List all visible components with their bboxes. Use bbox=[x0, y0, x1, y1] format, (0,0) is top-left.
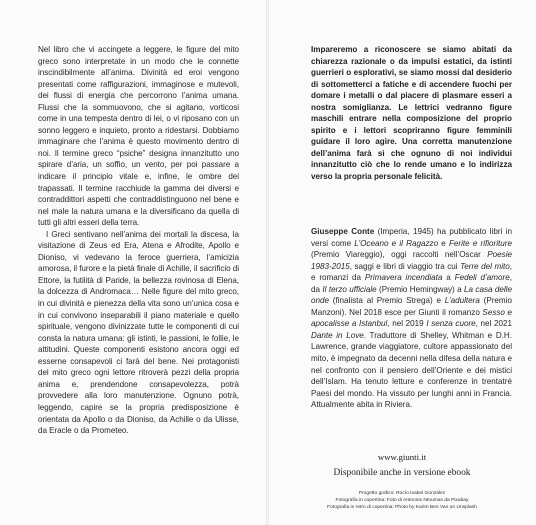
book-title: Dante in Love bbox=[311, 330, 364, 340]
book-title: Fedeli d’amore bbox=[454, 273, 510, 283]
bio-text: , nel 2021 bbox=[475, 319, 512, 329]
bio-text: (Imperia, 1945) ha pubblicato libri in versi come bbox=[311, 227, 513, 248]
bio-text: (Premio Manzoni). Nel 2018 esce per Giunti il romanzo bbox=[311, 296, 512, 317]
left-body-text bbox=[38, 44, 239, 437]
author-name: Giuseppe Conte bbox=[311, 227, 375, 236]
bio-text: a bbox=[442, 273, 455, 283]
book-title: Primavera incendiata bbox=[364, 273, 443, 283]
publisher-website: www.giunti.it bbox=[377, 452, 427, 462]
bio-text: , e romanzi da bbox=[311, 261, 512, 283]
book-title: L’Oceano e il Ragazzo bbox=[354, 238, 439, 248]
book-title: Terre del mito bbox=[460, 261, 510, 271]
book-title: Poesie 1983-2015 bbox=[311, 250, 512, 271]
author-bio bbox=[311, 226, 512, 411]
bio-text: (finalista al Premio Strega) e bbox=[329, 296, 445, 306]
book-title: Ferite e rifioriture bbox=[448, 238, 512, 248]
bio-text: e bbox=[438, 238, 449, 248]
image-credits bbox=[268, 490, 536, 511]
book-title: Il terzo ufficiale bbox=[322, 284, 377, 294]
book-gutter bbox=[266, 0, 269, 525]
ebook-notice: Disponibile anche in versione ebook bbox=[333, 468, 471, 478]
right-highlight-text bbox=[311, 44, 512, 183]
bio-text: (Premio Hemingway) a bbox=[376, 284, 465, 294]
bio-text: . Traduttore di Shelley, Whitman e D.H. Lawrence, grande viaggiatore, cultore appassionato del mito, è impegnato da decenni nella difesa della natura e nel confronto con il pensiero dell’Oriente e dei mistici dell’Islam. Ha tenuto letture e conferenze in trentatré Paesi del mondo. Ha vissuto per lunghi anni in Francia. Attualmente abita in Riviera. bbox=[311, 330, 513, 410]
author-bio-paragraph bbox=[311, 226, 512, 411]
book-title: L’adultera bbox=[444, 296, 480, 306]
highlight-paragraph: Impareremo a riconoscere se siamo abitati da chiarezza razionale o da impulsi estatici, da istinti guerrieri o esplorativi, se siamo mossi dal desiderio di sottometterci a fatiche e di accendere fuochi per domare i metalli o dal piacere di plasmare esseri a nostra somiglianza. Le lettrici vedranno figure maschili entrare nella composizione del proprio spirito e i lettori scopriranno figure femminili guidare il loro agire. Una corretta manutenzione dell’anima farà sì che ognuno di noi individui innanzitutto ciò che lo rende umano e lo indirizza verso la propria personale felicità. bbox=[311, 45, 512, 182]
bio-text: (Premio Viareggio), oggi raccolti nell’Oscar bbox=[311, 250, 488, 260]
bio-text: , saggi e libri di viaggio tra cui bbox=[349, 261, 461, 271]
book-title: Sesso e apocalisse a Istanbul bbox=[311, 307, 513, 329]
left-paragraph-2: I Greci sentivano nell’anima dei mortali la discesa, la visitazione di Zeus ed Era, Atena e Afrodite, Apollo e Dioniso, vi vedevano la feroce guerriera, l’amicizia amorosa, il furore e la pietà finale di Achille, il sacrificio di Ettore, la futilità di Paride, la bellezza rovinosa di Elena, la dolcezza di Andromaca… Nelle figure del mito greco, in cui divinità e pienezza della vita sono un’unica cosa e in cui convivono inseparabili il piano materiale e quello spirituale, vengono divinizzate tutte le componenti di cui consta la natura umana: gli istinti, le passioni, le follie, le attitudini. Queste componenti esistono ancora oggi ed esserne consapevoli ci farà del bene. Nei protagonisti del mito greco ogni lettore ritroverà pezzi della propria anima e, prendendone consapevolezza, potrà provvedere alla loro manutenzione. Ognuno potrà, leggendo, capire se la propria predisposizione è orientata da Apollo o da Dioniso, da Achille o da Ulisse, da Eracle o da Prometeo. bbox=[38, 229, 239, 436]
credit-line: Fotografia in retro di copertina: Photo by Karim Ben Van on Unsplash bbox=[327, 505, 477, 510]
bio-text: , da bbox=[311, 273, 512, 294]
credit-line: Progetto grafico: Rocío Isabel González bbox=[358, 491, 446, 496]
book-title: I senza cuore bbox=[426, 319, 476, 329]
bio-text: , nel 2019 bbox=[387, 319, 427, 329]
left-paragraph-1: Nel libro che vi accingete a leggere, le figure del mito greco sono interpretate in un modo che le connette inscindibilmente all’anima. Divinità ed eroi vengono presentati come raffigurazioni, immaginose e mutevoli, dei flussi di energia che percorrono l’anima umana. Flussi che la sommuovono, che si agitano, vorticosi come in una tempesta dentro di lei, o vi riposano con un sonno leggero e inquieto, pronto a ridestarsi. Dobbiamo immaginare che l’anima è questo movimento dentro di noi. Il termine greco “psiche” designa innanzitutto uno spirare d’aria, un soffio, un vento, per poi passare a indicare il principio vitale e, infine, le ombre dei trapassati. Il termine racchiude la gamma dei diversi e contraddittori aspetti che contraddistinguono nel bene e nel male la natura umana e la diversificano da quella di tutti gli altri esseri della terra. bbox=[38, 45, 239, 228]
book-title: La casa delle onde bbox=[311, 284, 512, 306]
credit-line: Fotografia in copertina: Foto di Antonios Ntoumas da Pixabay bbox=[335, 498, 469, 503]
